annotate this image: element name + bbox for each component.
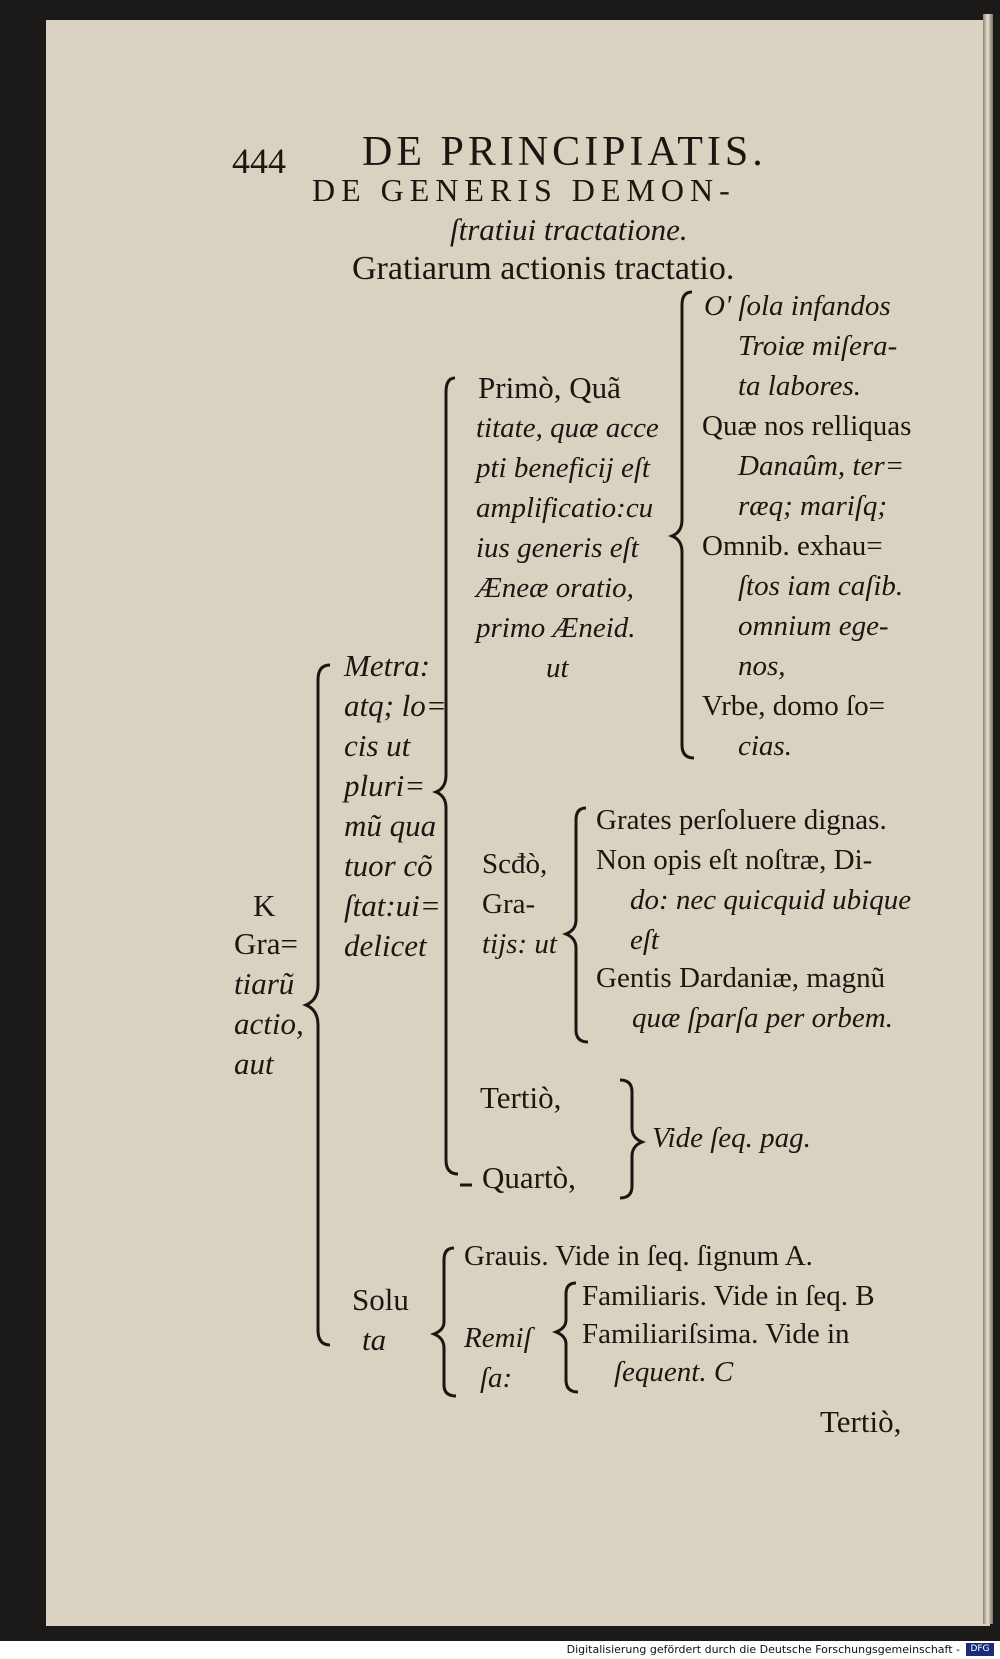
secundo-quote-line-3: do: nec quicquid ubique: [630, 884, 912, 916]
secundo-quote-line-6: quæ ſparſa per orbem.: [632, 1002, 893, 1034]
primo-line-3: pti beneficij eſt: [476, 452, 650, 484]
primo-line-2: titate, quæ acce: [476, 412, 659, 444]
quarto-label: Quartò,: [482, 1160, 576, 1195]
tertio-label: Tertiò,: [480, 1080, 562, 1115]
primo-quote-line-10: nos,: [738, 650, 786, 682]
primo-quote-line-6: ræq; mariſq;: [738, 490, 888, 522]
primo-line-4: amplificatio:cu: [476, 492, 654, 524]
primo-quote-line-5: Danaûm, ter=: [738, 450, 905, 482]
secundo-quote-line-5: Gentis Dardaniæ, magnũ: [596, 962, 886, 994]
primo-quote-line-12: cias.: [738, 730, 792, 762]
root-line-2: tiarũ: [234, 966, 295, 1001]
brace-root: [306, 665, 330, 1345]
primo-quote-line-2: Troiæ miſera-: [738, 330, 898, 362]
root-line-1: Gra=: [234, 926, 298, 961]
metra-line-1: Metra:: [344, 648, 431, 683]
primo-line-7: primo Æneid.: [476, 612, 636, 644]
root-line-3: actio,: [234, 1006, 304, 1041]
metra-line-2: atq; lo=: [344, 688, 447, 723]
soluta-line-2: ta: [362, 1322, 387, 1357]
root-mark: K: [253, 888, 276, 923]
brace-secundo-quote: [566, 808, 588, 1042]
secundo-line-1: Scđò,: [482, 848, 548, 880]
primo-line-5: ius generis eſt: [476, 532, 639, 564]
metra-line-8: delicet: [344, 928, 427, 963]
primo-quote-line-1: O' ſola infandos: [704, 290, 891, 322]
primo-line-1: Primò, Quã: [478, 370, 621, 405]
grauis-line: Grauis. Vide in ſeq. ſignum A.: [464, 1240, 813, 1272]
remissa-line-1: Remiſ: [464, 1322, 532, 1354]
soluta-line-1: Solu: [352, 1282, 409, 1317]
metra-line-3: cis ut: [344, 728, 411, 763]
secundo-quote-line-4: eſt: [630, 924, 659, 956]
metra-line-6: tuor cõ: [344, 848, 433, 883]
primo-quote-line-8: ſtos iam caſib.: [738, 570, 904, 602]
root-line-4: aut: [234, 1046, 274, 1081]
footer-credit: Digitalisierung gefördert durch die Deutsche Forschungsgemeinschaft -: [566, 1643, 960, 1656]
primo-quote-line-3: ta labores.: [738, 370, 861, 402]
section-title-2: ſtratiui tractatione.: [450, 212, 688, 247]
familiarissima-line-1: Familiariſsima. Vide in: [582, 1318, 850, 1350]
primo-quote-line-11: Vrbe, domo ſo=: [702, 690, 885, 722]
primo-line-6: Æneæ oratio,: [476, 572, 634, 604]
remissa-line-2: ſa:: [480, 1362, 513, 1394]
familiaris-line: Familiaris. Vide in ſeq. B: [582, 1280, 875, 1312]
catchword: Tertiò,: [820, 1404, 902, 1439]
running-title: DE PRINCIPIATIS.: [362, 129, 767, 175]
secundo-line-3: tijs: ut: [482, 928, 557, 960]
vide-sequentem-note: Vide ſeq. pag.: [652, 1122, 811, 1154]
secundo-quote-line-2: Non opis eſt noſtræ, Di-: [596, 844, 873, 876]
brace-remissa: [556, 1283, 578, 1392]
brace-soluta: [434, 1248, 456, 1396]
secundo-line-2: Gra-: [482, 888, 536, 920]
brace-primo-quote: [672, 292, 694, 758]
brace-tertio-quarto: [620, 1080, 642, 1198]
page-number: 444: [232, 141, 286, 181]
primo-quote-line-7: Omnib. exhau=: [702, 530, 883, 562]
metra-line-5: mũ qua: [344, 808, 437, 843]
primo-quote-line-9: omnium ege-: [738, 610, 889, 642]
dfg-logo: DFG: [966, 1643, 994, 1656]
brace-metra: [436, 378, 458, 1174]
metra-line-4: pluri=: [344, 768, 426, 803]
section-title-1: DE GENERIS DEMON-: [312, 172, 736, 208]
familiarissima-line-2: ſequent. C: [614, 1356, 734, 1388]
primo-line-8: ut: [546, 652, 569, 684]
secundo-quote-line-1: Grates perſoluere dignas.: [596, 804, 887, 836]
primo-quote-line-4: Quæ nos relliquas: [702, 410, 912, 442]
section-title-3: Gratiarum actionis tractatio.: [352, 250, 735, 287]
metra-line-7: ſtat:ui=: [344, 888, 441, 923]
